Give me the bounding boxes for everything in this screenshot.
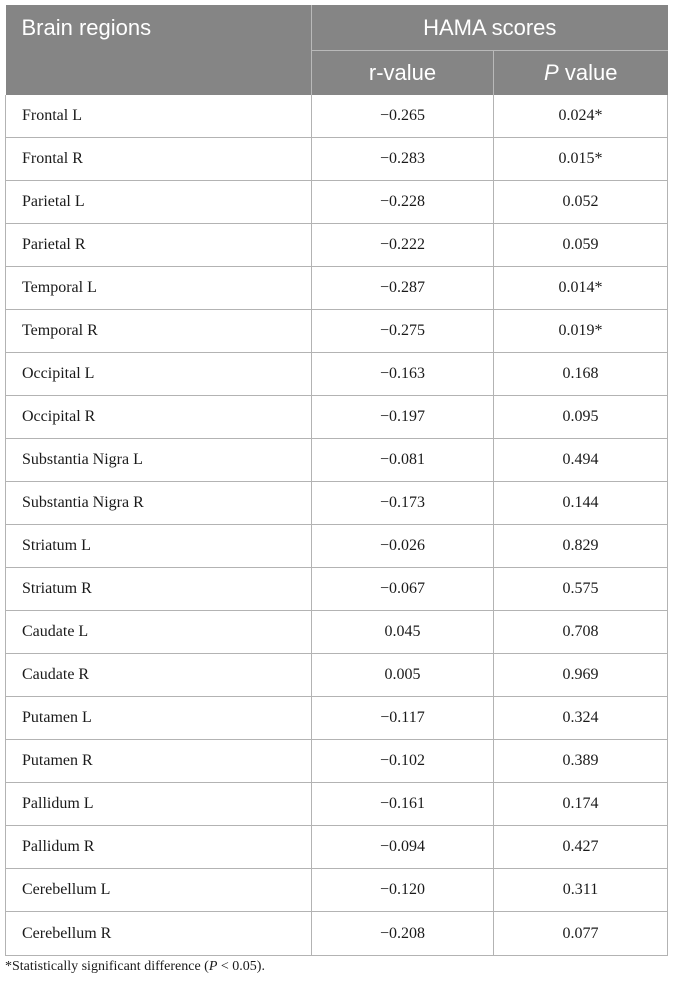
cell-p-value: 0.144 bbox=[494, 482, 668, 525]
table-row bbox=[6, 740, 668, 783]
table-row bbox=[6, 396, 668, 439]
cell-p-value: 0.575 bbox=[494, 568, 668, 611]
table-row bbox=[6, 353, 668, 396]
footnote-prefix: *Statistically significant difference ( bbox=[5, 959, 209, 974]
cell-r-value: −0.287 bbox=[312, 267, 494, 310]
cell-region: Occipital L bbox=[6, 353, 312, 396]
footnote-italic: P bbox=[208, 959, 218, 974]
table-row bbox=[6, 224, 668, 267]
cell-p-value: 0.052 bbox=[494, 181, 668, 224]
cell-region: Putamen R bbox=[6, 740, 312, 783]
correlation-table bbox=[5, 5, 668, 956]
cell-region: Caudate L bbox=[6, 611, 312, 654]
cell-r-value: −0.120 bbox=[312, 869, 494, 912]
cell-region: Caudate R bbox=[6, 654, 312, 697]
cell-r-value: −0.222 bbox=[312, 224, 494, 267]
cell-r-value: −0.283 bbox=[312, 138, 494, 181]
cell-r-value: −0.208 bbox=[312, 912, 494, 956]
cell-r-value: −0.117 bbox=[312, 697, 494, 740]
cell-region: Frontal L bbox=[6, 95, 312, 138]
cell-p-value: 0.014* bbox=[494, 267, 668, 310]
cell-region: Pallidum L bbox=[6, 783, 312, 826]
cell-p-value: 0.015* bbox=[494, 138, 668, 181]
header-hama-scores: HAMA scores bbox=[312, 5, 668, 51]
footnote-suffix: < 0.05). bbox=[217, 959, 265, 974]
table-row bbox=[6, 869, 668, 912]
header-brain-regions: Brain regions bbox=[6, 5, 312, 95]
cell-p-value: 0.969 bbox=[494, 654, 668, 697]
correlation-table-container bbox=[5, 5, 667, 956]
table-row bbox=[6, 310, 668, 353]
cell-r-value: −0.094 bbox=[312, 826, 494, 869]
table-row bbox=[6, 525, 668, 568]
cell-r-value: −0.275 bbox=[312, 310, 494, 353]
table-row bbox=[6, 654, 668, 697]
cell-region: Parietal L bbox=[6, 181, 312, 224]
table-row bbox=[6, 482, 668, 525]
cell-r-value: −0.161 bbox=[312, 783, 494, 826]
cell-r-value: −0.228 bbox=[312, 181, 494, 224]
table-body bbox=[6, 95, 668, 956]
cell-region: Occipital R bbox=[6, 396, 312, 439]
cell-p-value: 0.059 bbox=[494, 224, 668, 267]
cell-region: Frontal R bbox=[6, 138, 312, 181]
cell-p-value: 0.427 bbox=[494, 826, 668, 869]
cell-region: Substantia Nigra R bbox=[6, 482, 312, 525]
cell-p-value: 0.024* bbox=[494, 95, 668, 138]
cell-p-value: 0.708 bbox=[494, 611, 668, 654]
table-row bbox=[6, 181, 668, 224]
cell-p-value: 0.389 bbox=[494, 740, 668, 783]
header-p-italic: P bbox=[544, 60, 559, 85]
table-row bbox=[6, 439, 668, 482]
header-p-value bbox=[494, 51, 668, 96]
cell-p-value: 0.077 bbox=[494, 912, 668, 956]
cell-r-value: −0.163 bbox=[312, 353, 494, 396]
cell-region: Temporal R bbox=[6, 310, 312, 353]
cell-region: Temporal L bbox=[6, 267, 312, 310]
header-p-rest: value bbox=[558, 60, 618, 85]
cell-region: Cerebellum R bbox=[6, 912, 312, 956]
table-row bbox=[6, 138, 668, 181]
cell-r-value: −0.102 bbox=[312, 740, 494, 783]
cell-p-value: 0.494 bbox=[494, 439, 668, 482]
table-footnote bbox=[5, 959, 265, 975]
table-row bbox=[6, 267, 668, 310]
cell-region: Striatum L bbox=[6, 525, 312, 568]
table-row bbox=[6, 826, 668, 869]
cell-r-value: −0.265 bbox=[312, 95, 494, 138]
table-row bbox=[6, 697, 668, 740]
cell-region: Substantia Nigra L bbox=[6, 439, 312, 482]
cell-p-value: 0.311 bbox=[494, 869, 668, 912]
cell-r-value: −0.081 bbox=[312, 439, 494, 482]
cell-r-value: 0.005 bbox=[312, 654, 494, 697]
header-r-value: r-value bbox=[312, 51, 494, 96]
table-row bbox=[6, 912, 668, 956]
cell-p-value: 0.168 bbox=[494, 353, 668, 396]
cell-r-value: −0.026 bbox=[312, 525, 494, 568]
cell-r-value: −0.067 bbox=[312, 568, 494, 611]
cell-region: Cerebellum L bbox=[6, 869, 312, 912]
cell-p-value: 0.019* bbox=[494, 310, 668, 353]
cell-r-value: 0.045 bbox=[312, 611, 494, 654]
cell-r-value: −0.173 bbox=[312, 482, 494, 525]
table-row bbox=[6, 611, 668, 654]
cell-region: Parietal R bbox=[6, 224, 312, 267]
cell-p-value: 0.174 bbox=[494, 783, 668, 826]
cell-region: Putamen L bbox=[6, 697, 312, 740]
table-row bbox=[6, 783, 668, 826]
cell-region: Striatum R bbox=[6, 568, 312, 611]
cell-p-value: 0.095 bbox=[494, 396, 668, 439]
cell-region: Pallidum R bbox=[6, 826, 312, 869]
table-header bbox=[6, 5, 668, 95]
cell-r-value: −0.197 bbox=[312, 396, 494, 439]
cell-p-value: 0.324 bbox=[494, 697, 668, 740]
cell-p-value: 0.829 bbox=[494, 525, 668, 568]
table-row bbox=[6, 95, 668, 138]
table-row bbox=[6, 568, 668, 611]
